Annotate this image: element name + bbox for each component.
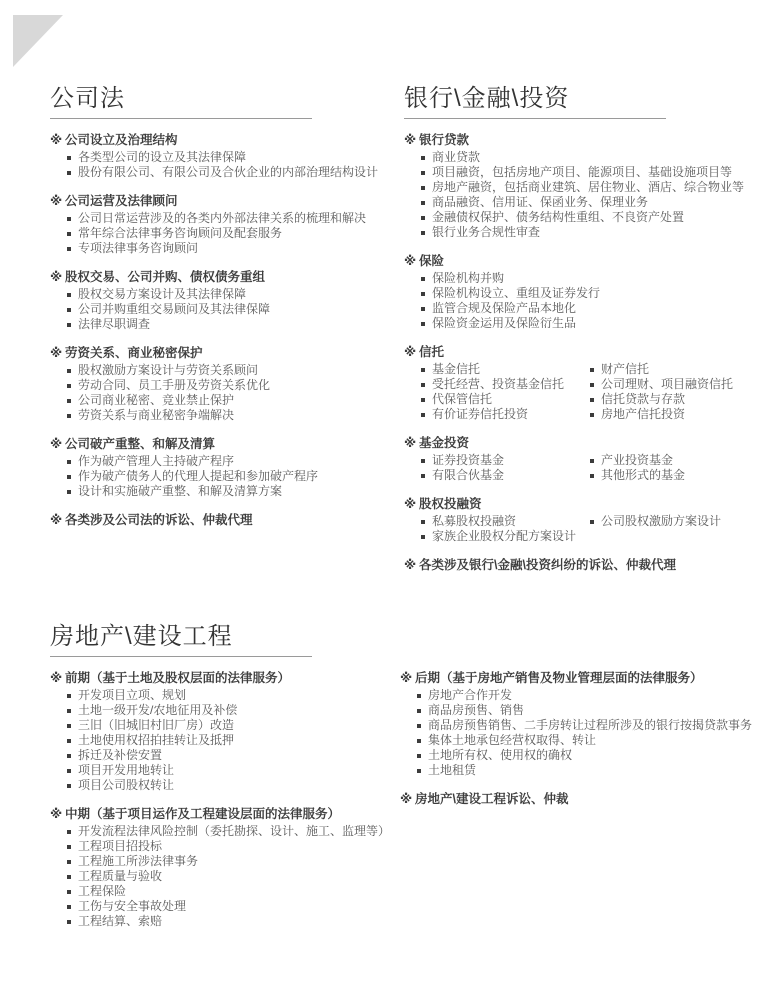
bullet-icon: [590, 474, 594, 478]
list-item-text: 股份有限公司、有限公司及合伙企业的内部治理结构设计: [78, 165, 379, 179]
bullet-icon: [67, 247, 71, 251]
list-item: [67, 393, 370, 408]
bullet-icon: [421, 292, 425, 296]
section-column: [50, 670, 400, 942]
list-item-text: 土地使用权招拍挂转让及抵押: [78, 733, 235, 747]
group-heading-text: 中期（基于项目运作及工程建设层面的法律服务）: [65, 807, 341, 821]
list-item: [421, 180, 760, 195]
list-item-text: 土地所有权、使用权的确权: [428, 748, 573, 762]
reference-mark-icon: ※: [404, 254, 417, 268]
list-item: [67, 763, 400, 778]
section-real-estate-construction: [50, 622, 760, 942]
section-column: [50, 132, 379, 541]
reference-mark-icon: ※: [50, 194, 63, 208]
service-list: [400, 688, 760, 778]
bullet-icon: [67, 709, 71, 713]
list-item-text: 作为破产管理人主持破产程序: [78, 454, 235, 468]
list-item-text: 公司日常运营涉及的各类内外部法律关系的梳理和解决: [78, 211, 367, 225]
list-item-text: 信托贷款与存款: [601, 392, 686, 406]
bullet-icon: [421, 398, 425, 402]
list-item-text: 工程结算、索赔: [78, 914, 163, 928]
service-group: [50, 806, 400, 929]
list-item: [67, 884, 400, 899]
bullet-icon: [421, 156, 425, 160]
list-item: [67, 408, 370, 423]
list-item: [67, 824, 400, 839]
list-item-text: 家族企业股权分配方案设计: [432, 529, 577, 543]
list-item: [590, 377, 733, 392]
bullet-icon: [421, 520, 425, 524]
service-list: [590, 453, 685, 483]
service-group: [404, 435, 760, 483]
list-item: [421, 210, 760, 225]
bullet-icon: [67, 475, 71, 479]
service-list: [421, 362, 590, 422]
bullet-icon: [421, 474, 425, 478]
list-item-text: 商业贷款: [432, 150, 481, 164]
list-item: [67, 688, 400, 703]
service-list: [421, 514, 590, 544]
list-item-text: 私募股权投融资: [432, 514, 517, 528]
section-columns: [404, 132, 760, 586]
group-heading: [50, 512, 370, 528]
bullet-icon: [421, 231, 425, 235]
service-list: [50, 287, 370, 332]
bullet-icon: [417, 754, 421, 758]
list-item: [421, 271, 760, 286]
list-item-text: 其他形式的基金: [601, 468, 686, 482]
list-item: [421, 150, 760, 165]
service-list: [50, 688, 400, 793]
bullet-icon: [67, 490, 71, 494]
list-item: [417, 733, 760, 748]
list-item-text: 法律尽职调查: [78, 317, 151, 331]
bullet-icon: [67, 920, 71, 924]
list-item-text: 产业投资基金: [601, 453, 674, 467]
group-heading-text: 公司破产重整、和解及清算: [65, 437, 216, 451]
list-item-text: 商品房预售、销售: [428, 703, 525, 717]
service-list: [50, 454, 370, 499]
list-item-text: 房地产融资，包括商业建筑、居住物业、酒店、综合物业等: [432, 180, 745, 194]
bullet-icon: [421, 368, 425, 372]
group-heading: [50, 670, 400, 686]
bullet-icon: [67, 890, 71, 894]
bullet-icon: [417, 709, 421, 713]
list-item: [67, 317, 370, 332]
group-heading: [50, 269, 370, 285]
bullet-icon: [421, 186, 425, 190]
list-item-text: 房地产信托投资: [601, 407, 686, 421]
service-list: [590, 514, 721, 529]
section-divider: [50, 656, 312, 657]
list-item: [67, 378, 370, 393]
list-item-text: 有限合伙基金: [432, 468, 505, 482]
group-heading-text: 公司设立及治理结构: [65, 133, 178, 147]
bullet-icon: [67, 217, 71, 221]
group-heading: [400, 670, 760, 686]
section-company-law: [50, 84, 379, 541]
list-item: [67, 363, 370, 378]
reference-mark-icon: ※: [50, 437, 63, 451]
list-item-text: 工程施工所涉法律事务: [78, 854, 199, 868]
bullet-icon: [67, 860, 71, 864]
service-group: [404, 557, 760, 573]
bullet-icon: [417, 724, 421, 728]
bullet-icon: [67, 232, 71, 236]
list-item-text: 项目融资，包括房地产项目、能源项目、基础设施项目等: [432, 165, 733, 179]
list-item: [67, 854, 400, 869]
service-list: [50, 824, 400, 929]
bullet-icon: [421, 307, 425, 311]
group-heading: [50, 806, 400, 822]
group-heading-text: 劳资关系、商业秘密保护: [65, 346, 203, 360]
bullet-icon: [67, 769, 71, 773]
bullet-icon: [421, 413, 425, 417]
service-group: [50, 512, 370, 528]
list-item-text: 代保管信托: [432, 392, 493, 406]
service-group: [50, 193, 370, 256]
list-item: [67, 733, 400, 748]
group-items-columns: [404, 514, 760, 544]
bullet-icon: [590, 459, 594, 463]
list-item: [67, 165, 379, 180]
reference-mark-icon: ※: [50, 346, 63, 360]
bullet-icon: [421, 216, 425, 220]
service-group: [400, 670, 760, 778]
bullet-icon: [67, 414, 71, 418]
list-item: [421, 529, 590, 544]
group-heading: [404, 132, 760, 148]
list-item-text: 拆迁及补偿安置: [78, 748, 163, 762]
list-item: [590, 407, 733, 422]
bullet-icon: [67, 293, 71, 297]
list-item-text: 股权交易方案设计及其法律保障: [78, 287, 247, 301]
list-item: [67, 914, 400, 929]
service-group: [50, 345, 370, 423]
bullet-icon: [590, 383, 594, 387]
list-item-text: 商品融资、信用证、保函业务、保理业务: [432, 195, 649, 209]
group-heading-text: 公司运营及法律顾问: [65, 194, 178, 208]
list-item: [421, 362, 590, 377]
bullet-icon: [417, 694, 421, 698]
list-item: [67, 150, 370, 165]
list-item: [421, 377, 590, 392]
service-list: [50, 211, 370, 256]
section-banking-finance-investment: [404, 84, 760, 586]
service-group: [404, 344, 760, 422]
list-item-text: 股权激励方案设计与劳资关系顾问: [78, 363, 259, 377]
section-column: [404, 132, 760, 586]
group-heading-text: 基金投资: [419, 436, 470, 450]
group-heading-text: 银行贷款: [419, 133, 470, 147]
reference-mark-icon: ※: [50, 133, 63, 147]
group-heading: [404, 344, 760, 360]
group-heading: [404, 253, 760, 269]
group-heading: [50, 436, 370, 452]
section-divider: [50, 118, 312, 119]
service-group: [50, 436, 370, 499]
bullet-icon: [590, 398, 594, 402]
bullet-icon: [417, 739, 421, 743]
list-item: [67, 839, 400, 854]
section-title: 房地产\建设工程: [50, 623, 233, 650]
section-title: 银行\金融\投资: [404, 85, 570, 112]
list-item: [417, 703, 760, 718]
group-heading: [50, 132, 370, 148]
service-group: [50, 269, 370, 332]
service-list: [50, 363, 370, 423]
list-item: [421, 453, 590, 468]
list-item-text: 开发项目立项、规划: [78, 688, 187, 702]
service-group: [50, 670, 400, 793]
group-heading-text: 后期（基于房地产销售及物业管理层面的法律服务）: [415, 671, 703, 685]
bullet-icon: [421, 535, 425, 539]
group-heading-text: 各类涉及公司法的诉讼、仲裁代理: [65, 513, 253, 527]
section-divider: [404, 118, 666, 119]
service-group: [400, 791, 760, 807]
service-group: [404, 132, 760, 240]
bullet-icon: [590, 368, 594, 372]
list-item: [421, 301, 760, 316]
bullet-icon: [421, 277, 425, 281]
bullet-icon: [417, 769, 421, 773]
group-heading-text: 股权投融资: [419, 497, 482, 511]
list-item-text: 基金信托: [432, 362, 481, 376]
list-item-text: 公司理财、项目融资信托: [601, 377, 734, 391]
group-items-columns: [404, 362, 760, 422]
list-item-text: 常年综合法律事务咨询顾问及配套服务: [78, 226, 283, 240]
bullet-icon: [67, 845, 71, 849]
list-item-text: 工程质量与验收: [78, 869, 163, 883]
list-item: [67, 718, 400, 733]
bullet-icon: [67, 830, 71, 834]
list-item-text: 三旧（旧城旧村旧厂房）改造: [78, 718, 235, 732]
list-item: [590, 514, 721, 529]
group-heading: [50, 345, 370, 361]
list-item: [590, 392, 733, 407]
bullet-icon: [590, 413, 594, 417]
list-item-text: 财产信托: [601, 362, 650, 376]
list-item-text: 房地产合作开发: [428, 688, 513, 702]
corner-triangle-icon: [13, 15, 63, 67]
list-item-text: 公司商业秘密、竞业禁止保护: [78, 393, 235, 407]
list-item: [67, 484, 370, 499]
list-item-text: 保险机构设立、重组及证券发行: [432, 286, 601, 300]
list-item: [417, 688, 760, 703]
list-item-text: 开发流程法律风险控制（委托勘探、设计、施工、监理等）: [78, 824, 391, 838]
group-heading-text: 前期（基于土地及股权层面的法律服务）: [65, 671, 291, 685]
section-column: [400, 670, 760, 820]
list-item: [421, 316, 760, 331]
list-item: [67, 241, 370, 256]
list-item: [67, 454, 370, 469]
bullet-icon: [67, 308, 71, 312]
group-heading: [50, 193, 370, 209]
bullet-icon: [67, 460, 71, 464]
list-item-text: 工伤与安全事故处理: [78, 899, 187, 913]
list-item-text: 项目公司股权转让: [78, 778, 175, 792]
list-item: [67, 211, 370, 226]
list-item-text: 公司并购重组交易顾问及其法律保障: [78, 302, 271, 316]
group-heading-text: 房地产\建设工程诉讼、仲裁: [415, 792, 569, 806]
reference-mark-icon: ※: [400, 671, 413, 685]
group-heading-text: 保险: [419, 254, 445, 268]
group-heading-text: 信托: [419, 345, 445, 359]
section-title: 公司法: [50, 85, 125, 112]
bullet-icon: [67, 724, 71, 728]
list-item: [67, 287, 370, 302]
list-item-text: 劳动合同、员工手册及劳资关系优化: [78, 378, 271, 392]
list-item: [67, 226, 370, 241]
list-item-text: 土地租赁: [428, 763, 477, 777]
list-item-text: 各类型公司的设立及其法律保障: [78, 150, 247, 164]
bullet-icon: [67, 739, 71, 743]
list-item-text: 商品房预售销售、二手房转让过程所涉及的银行按揭贷款事务: [428, 718, 753, 732]
list-item-text: 监管合规及保险产品本地化: [432, 301, 577, 315]
bullet-icon: [67, 384, 71, 388]
service-group: [404, 253, 760, 331]
bullet-icon: [421, 383, 425, 387]
bullet-icon: [67, 171, 71, 175]
bullet-icon: [590, 520, 594, 524]
reference-mark-icon: ※: [50, 270, 63, 284]
group-heading: [404, 557, 760, 573]
list-item-text: 受托经营、投资基金信托: [432, 377, 565, 391]
reference-mark-icon: ※: [404, 345, 417, 359]
list-item: [421, 392, 590, 407]
service-list: [590, 362, 733, 422]
list-item: [590, 468, 685, 483]
list-item: [67, 302, 370, 317]
list-item: [417, 763, 760, 778]
bullet-icon: [67, 694, 71, 698]
group-heading: [400, 791, 760, 807]
service-list: [404, 271, 760, 331]
list-item-text: 证券投资基金: [432, 453, 505, 467]
bullet-icon: [421, 201, 425, 205]
list-item: [421, 514, 590, 529]
reference-mark-icon: ※: [404, 558, 417, 572]
bullet-icon: [67, 156, 71, 160]
list-item-text: 项目开发用地转让: [78, 763, 175, 777]
bullet-icon: [67, 754, 71, 758]
list-item-text: 集体土地承包经营权取得、转让: [428, 733, 597, 747]
list-item-text: 设计和实施破产重整、和解及清算方案: [78, 484, 283, 498]
list-item-text: 金融债权保护、债务结构性重组、不良资产处置: [432, 210, 685, 224]
bullet-icon: [67, 875, 71, 879]
list-item: [590, 453, 685, 468]
list-item: [67, 703, 400, 718]
service-list: [50, 150, 379, 180]
list-item: [421, 286, 760, 301]
group-heading: [404, 496, 760, 512]
list-item: [421, 225, 760, 240]
reference-mark-icon: ※: [50, 671, 63, 685]
list-item-text: 工程保险: [78, 884, 127, 898]
list-item: [417, 718, 760, 733]
service-list: [404, 150, 760, 240]
list-item-text: 劳资关系与商业秘密争端解决: [78, 408, 235, 422]
bullet-icon: [67, 784, 71, 788]
list-item: [67, 469, 370, 484]
bullet-icon: [67, 905, 71, 909]
section-columns: [50, 132, 379, 541]
bullet-icon: [421, 322, 425, 326]
list-item-text: 有价证券信托投资: [432, 407, 529, 421]
group-items-columns: [404, 453, 760, 483]
list-item: [421, 165, 760, 180]
service-list: [421, 453, 590, 483]
list-item: [67, 778, 400, 793]
list-item: [421, 407, 590, 422]
group-heading-text: 股权交易、公司并购、债权债务重组: [65, 270, 266, 284]
bullet-icon: [421, 171, 425, 175]
list-item-text: 保险资金运用及保险衍生品: [432, 316, 577, 330]
service-group: [50, 132, 379, 180]
reference-mark-icon: ※: [50, 807, 63, 821]
list-item-text: 保险机构并购: [432, 271, 505, 285]
group-heading-text: 各类涉及银行\金融\投资纠纷的诉讼、仲裁代理: [419, 558, 676, 572]
reference-mark-icon: ※: [404, 133, 417, 147]
list-item: [417, 748, 760, 763]
section-columns: [50, 670, 760, 942]
bullet-icon: [421, 459, 425, 463]
reference-mark-icon: ※: [50, 513, 63, 527]
service-group: [404, 496, 760, 544]
list-item-text: 银行业务合规性审查: [432, 225, 541, 239]
list-item: [67, 899, 400, 914]
list-item: [590, 362, 733, 377]
list-item-text: 作为破产债务人的代理人提起和参加破产程序: [78, 469, 319, 483]
reference-mark-icon: ※: [400, 792, 413, 806]
reference-mark-icon: ※: [404, 436, 417, 450]
list-item: [67, 748, 400, 763]
list-item-text: 工程项目招投标: [78, 839, 163, 853]
reference-mark-icon: ※: [404, 497, 417, 511]
list-item: [421, 468, 590, 483]
list-item: [421, 195, 760, 210]
bullet-icon: [67, 369, 71, 373]
list-item-text: 土地一级开发/农地征用及补偿: [78, 703, 238, 717]
list-item: [67, 869, 400, 884]
group-heading: [404, 435, 760, 451]
bullet-icon: [67, 323, 71, 327]
list-item-text: 公司股权激励方案设计: [601, 514, 722, 528]
list-item-text: 专项法律事务咨询顾问: [78, 241, 199, 255]
bullet-icon: [67, 399, 71, 403]
